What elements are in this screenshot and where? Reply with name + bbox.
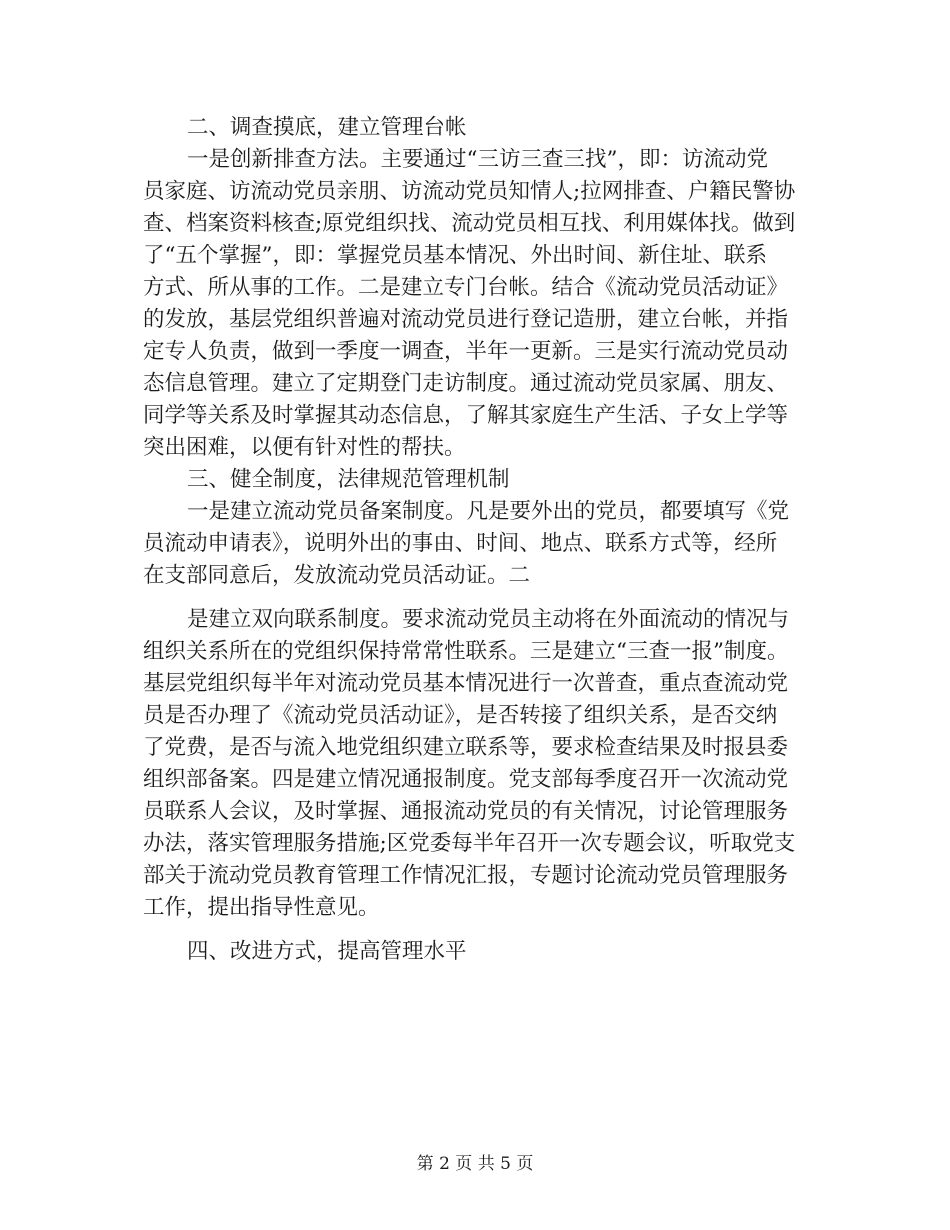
paragraph-line: 是建立双向联系制度。要求流动党员主动将在外面流动的情况与 [187,607,790,632]
paragraph-line: 的发放，基层党组织普遍对流动党员进行登记造册，建立台帐，并指 [143,307,789,332]
section-heading: 二、调查摸底，建立管理台帐 [187,115,467,140]
paragraph-line: 方式、所从事的工作。二是建立专门台帐。结合《流动党员活动证》 [143,275,789,300]
paragraph-line: 员是否办理了《流动党员活动证》，是否转接了组织关系，是否交纳 [143,703,778,728]
paragraph-line: 定专人负责，做到一季度一调查，半年一更新。三是实行流动党员动 [143,339,789,364]
paragraph-line: 部关于流动党员教育管理工作情况汇报，专题讨论流动党员管理服务 [143,863,789,888]
section-heading: 三、健全制度，法律规范管理机制 [187,467,510,492]
paragraph-line: 一是建立流动党员备案制度。凡是要外出的党员，都要填写《党 [187,499,790,524]
paragraph-line: 基层党组织每半年对流动党员基本情况进行一次普查，重点查流动党 [143,671,789,696]
paragraph-line: 同学等关系及时掌握其动态信息，了解其家庭生产生活、子女上学等 [143,403,789,428]
paragraph-line: 一是创新排查方法。主要通过“三访三查三找”，即：访流动党 [187,147,768,172]
paragraph-line: 员联系人会议，及时掌握、通报流动党员的有关情况，讨论管理服务 [143,799,789,824]
paragraph-line: 态信息管理。建立了定期登门走访制度。通过流动党员家属、朋友、 [143,371,789,396]
paragraph-line: 突出困难，以便有针对性的帮扶。 [143,435,466,460]
paragraph-line: 员家庭、访流动党员亲朋、访流动党员知情人;拉网排查、户籍民警协 [143,179,796,204]
page-footer: 第 2 页 共 5 页 [416,1154,534,1174]
paragraph-line: 工作，提出指导性意见。 [143,895,380,920]
paragraph-line: 组织关系所在的党组织保持常常性联系。三是建立“三查一报”制度。 [143,639,789,664]
paragraph-line: 了“五个掌握”，即：掌握党员基本情况、外出时间、新住址、联系 [143,243,767,268]
paragraph-line: 组织部备案。四是建立情况通报制度。党支部每季度召开一次流动党 [143,767,789,792]
paragraph-line: 了党费，是否与流入地党组织建立联系等，要求检查结果及时报县委 [143,735,789,760]
document-body [143,112,808,968]
paragraph-line: 员流动申请表》，说明外出的事由、时间、地点、联系方式等，经所 [143,531,778,556]
paragraph-line: 查、档案资料核查;原党组织找、流动党员相互找、利用媒体找。做到 [143,211,796,236]
paragraph-line: 办法，落实管理服务措施;区党委每半年召开一次专题会议，听取党支 [143,831,796,856]
section-heading: 四、改进方式，提高管理水平 [187,939,467,964]
paragraph-line: 在支部同意后，发放流动党员活动证。二 [143,563,531,588]
